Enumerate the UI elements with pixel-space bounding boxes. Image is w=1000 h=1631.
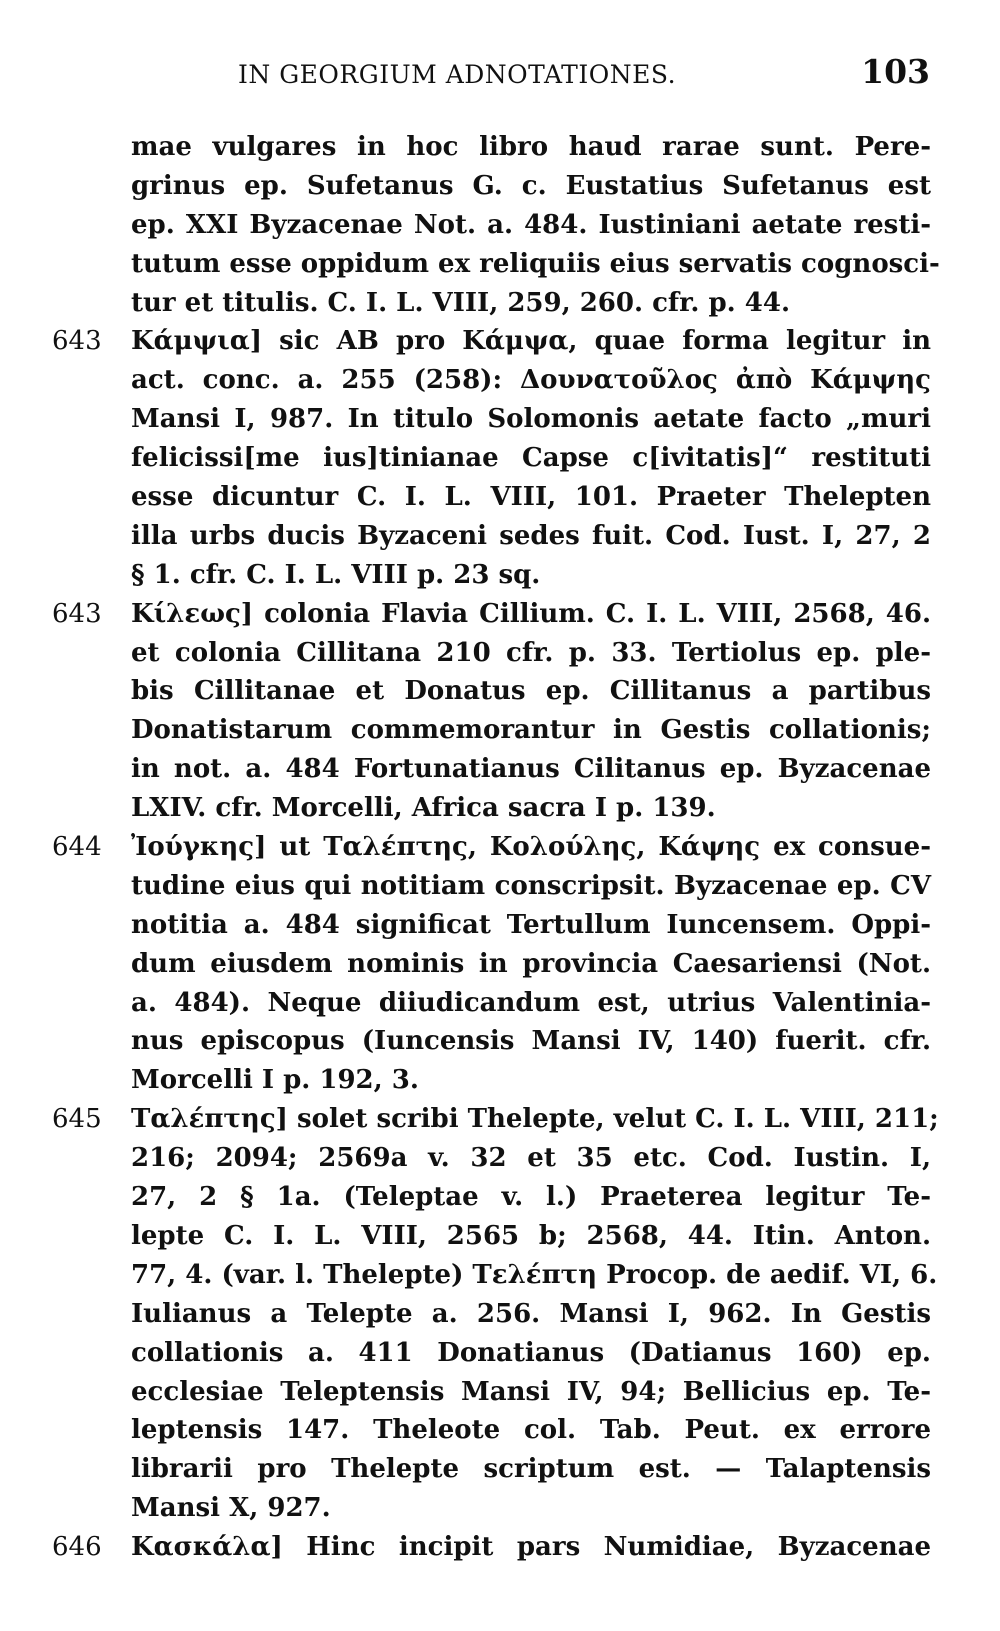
line-text: Κίλεως] colonia Flavia Cillium. C. I. L. VIII, 2568, 46. [131, 598, 931, 629]
text-line [0, 828, 1000, 867]
text-line [0, 400, 1000, 439]
text-line [0, 789, 1000, 828]
line-text: mae vulgares in hoc libro haud rarae sunt. Pere- [131, 132, 931, 162]
line-text: et colonia Cillitana 210 cfr. p. 33. Tertiolus ep. ple- [131, 637, 931, 668]
line-text: 27, 2 § 1a. (Teleptae v. l.) Praeterea legitur Te- [131, 1182, 931, 1213]
line-text: Iulianus a Telepte a. 256. Mansi I, 962. In Gestis [131, 1298, 931, 1329]
line-number: 643 [52, 598, 102, 629]
text-line [0, 1450, 1000, 1489]
line-text: librarii pro Thelepte scriptum est. — Talaptensis [131, 1454, 931, 1485]
line-number: 646 [52, 1532, 102, 1563]
line-text: notitia a. 484 significat Tertullum Iuncensem. Oppi- [131, 909, 931, 940]
text-line [0, 128, 1000, 167]
page-number: 103 [861, 52, 930, 91]
text-line [0, 906, 1000, 945]
text-line [0, 634, 1000, 673]
line-text: ep. XXI Byzacenae Not. a. 484. Iustiniani aetate resti- [131, 209, 931, 240]
text-line [0, 439, 1000, 478]
text-line [0, 517, 1000, 556]
line-number: 644 [52, 832, 102, 863]
text-line [0, 1217, 1000, 1256]
text-line [0, 750, 1000, 789]
line-text: bis Cillitanae et Donatus ep. Cillitanus a partibus [131, 676, 931, 707]
line-text: § 1. cfr. C. I. L. VIII p. 23 sq. [131, 559, 541, 590]
line-number: 645 [52, 1104, 102, 1135]
text-line [0, 284, 1000, 323]
line-text: nus episcopus (Iuncensis Mansi IV, 140) fuerit. cfr. [131, 1026, 931, 1057]
line-text: tur et titulis. C. I. L. VIII, 259, 260. cfr. p. 44. [131, 287, 791, 318]
line-text: Ταλέπτης] solet scribi Thelepte, velut C. I. L. VIII, 211; [131, 1104, 939, 1135]
line-text: Ἰούγκης] ut Ταλέπτης, Κολούλης, Κάψης ex consue- [131, 832, 931, 863]
line-text: 77, 4. (var. l. Thelepte) Τελέπτη Procop. de aedif. VI, 6. [131, 1259, 938, 1290]
line-text: ecclesiae Teleptensis Mansi IV, 94; Bellicius ep. Te- [131, 1376, 931, 1407]
line-text: 216; 2094; 2569a v. 32 et 35 etc. Cod. Iustin. I, [131, 1143, 931, 1174]
text-line [0, 245, 1000, 284]
text-line [0, 1100, 1000, 1139]
text-line [0, 167, 1000, 206]
line-text: a. 484). Neque diiudicandum est, utrius Valentinia- [131, 987, 931, 1018]
line-text: tudine eius qui notitiam conscripsit. Byzacenae ep. CV [131, 870, 931, 901]
text-line [0, 595, 1000, 634]
text-line [0, 1295, 1000, 1334]
line-text: LXIV. cfr. Morcelli, Africa sacra I p. 139. [131, 793, 716, 824]
text-line [0, 1178, 1000, 1217]
text-line [0, 1061, 1000, 1100]
text-line [0, 672, 1000, 711]
line-text: Κάμψια] sic AB pro Κάμψα, quae forma legitur in [131, 326, 931, 357]
line-text: collationis a. 411 Donatianus (Datianus 160) ep. [131, 1337, 931, 1368]
running-title: IN GEORGIUM ADNOTATIONES. [238, 60, 677, 89]
text-line [0, 1489, 1000, 1528]
text-line [0, 1256, 1000, 1295]
line-text: act. conc. a. 255 (258): Δουνατοῦλος ἀπὸ Κάμψης [131, 365, 931, 396]
line-text: felicissi[me ius]tinianae Capse c[ivitatis]“ restituti [131, 443, 931, 474]
line-text: dum eiusdem nominis in provincia Caesariensi (Not. [131, 948, 931, 979]
line-text: in not. a. 484 Fortunatianus Cilitanus ep. Byzacenae [131, 754, 931, 785]
line-text: esse dicuntur C. I. L. VIII, 101. Praeter Thelepten [131, 482, 931, 513]
line-text: Κασκάλα] Hinc incipit pars Numidiae, Byzacenae [131, 1532, 931, 1563]
line-number: 643 [52, 326, 102, 357]
text-line [0, 1334, 1000, 1373]
text-line [0, 1411, 1000, 1450]
line-text: Mansi I, 987. In titulo Solomonis aetate facto „muri [131, 404, 931, 435]
line-text: Donatistarum commemorantur in Gestis collationis; [131, 715, 931, 746]
line-text: Mansi X, 927. [131, 1493, 331, 1524]
text-line [0, 945, 1000, 984]
text-line [0, 478, 1000, 517]
text-line [0, 206, 1000, 245]
text-line [0, 1373, 1000, 1412]
text-line [0, 984, 1000, 1023]
text-line [0, 1528, 1000, 1567]
text-line [0, 1022, 1000, 1061]
text-line [0, 1139, 1000, 1178]
running-head [60, 52, 930, 98]
line-text: tutum esse oppidum ex reliquiis eius servatis cognosci- [131, 248, 940, 279]
text-line [0, 556, 1000, 595]
line-text: illa urbs ducis Byzaceni sedes fuit. Cod. Iust. I, 27, 2 [131, 520, 931, 551]
line-text: leptensis 147. Theleote col. Tab. Peut. ex errore [131, 1415, 931, 1446]
annotation-text [0, 128, 1000, 1567]
text-line [0, 711, 1000, 750]
text-line [0, 322, 1000, 361]
line-text: Morcelli I p. 192, 3. [131, 1065, 419, 1096]
text-line [0, 867, 1000, 906]
text-line [0, 361, 1000, 400]
line-text: lepte C. I. L. VIII, 2565 b; 2568, 44. Itin. Anton. [131, 1220, 931, 1251]
line-text: grinus ep. Sufetanus G. c. Eustatius Sufetanus est [131, 170, 931, 201]
